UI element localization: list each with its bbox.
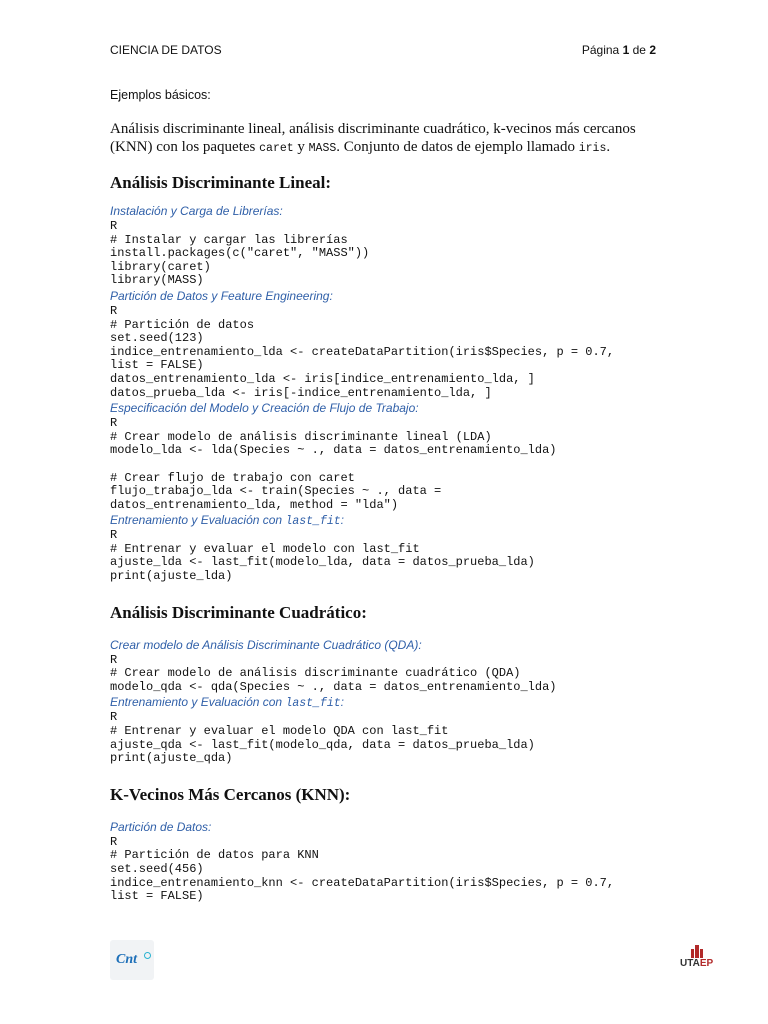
intro-text-a: Análisis discriminante lineal, análisis discriminante cuadrático, k-vecinos más cercanos (KNN) con los paquetes [110, 121, 636, 155]
cnt-logo [110, 940, 154, 980]
lda-train-title-b: : [340, 513, 344, 528]
page-word: Página [581, 43, 620, 57]
intro-text-d: . [606, 139, 611, 155]
cnt-logo-text: Cnt [116, 952, 138, 967]
pkg-mass: MASS [308, 142, 337, 155]
lda-subheading-model: Especificación del Modelo y Creación de Flujo de Trabajo: [110, 401, 419, 416]
section-title-knn: K-Vecinos Más Cercanos (KNN): [110, 784, 351, 804]
intro-text-c: . Conjunto de datos de ejemplo llamado [336, 139, 579, 155]
knn-code-partition: R # Partición de datos para KNN set.seed(456) indice_entrenamiento_knn <- createDataPartition(iris$Species, p = 0.7, list = FALSE) [110, 834, 615, 904]
section-title-lda: Análisis Discriminante Lineal: [110, 173, 332, 192]
intro-paragraph [110, 120, 658, 156]
qda-subheading-train [110, 694, 658, 711]
page-current: 1 [622, 43, 630, 57]
uta-logo-text-b: EP [699, 958, 714, 969]
lda-subheading-install: Instalación y Carga de Librerías: [110, 204, 283, 218]
cnt-logo-dot-icon [144, 952, 151, 959]
pkg-caret: caret [259, 142, 294, 155]
main-content [110, 120, 658, 904]
section-title-qda: Análisis Discriminante Cuadrático: [110, 602, 367, 622]
lda-code-model: R # Crear modelo de análisis discriminante lineal (LDA) modelo_lda <- lda(Species ~ ., data = datos_entrenamiento_lda) # Crear flujo de trabajo con caret flujo_trabajo_lda <- train(Species ~ ., data = datos_entrenamiento_lda, method = "lda") [110, 416, 557, 512]
lda-code-train: R # Entrenar y evaluar el modelo con last_fit ajuste_lda <- last_fit(modelo_lda, data = datos_prueba_lda) print(ajuste_lda) [110, 528, 535, 584]
building-icon [690, 944, 704, 958]
running-header: CIENCIA DE DATOS [110, 43, 222, 57]
dataset-name: iris [578, 142, 607, 155]
uta-logo-text [680, 958, 713, 969]
lda-train-title-code: last_fit [285, 515, 341, 529]
uta-logo [680, 940, 720, 970]
page-total: 2 [649, 43, 656, 57]
lda-subheading-train [110, 512, 658, 529]
intro-text-b: y [293, 139, 309, 155]
page-of: de [632, 43, 646, 57]
qda-train-title-b: : [340, 695, 344, 710]
lda-subheading-partition: Partición de Datos y Feature Engineering: [110, 288, 333, 303]
qda-code-train: R # Entrenar y evaluar el modelo QDA con last_fit ajuste_qda <- last_fit(modelo_qda, data = datos_prueba_lda) print(ajuste_qda) [110, 710, 535, 766]
knn-subheading-partition: Partición de Datos: [110, 819, 212, 834]
qda-subheading-model: Crear modelo de Análisis Discriminante Cuadrático (QDA): [110, 637, 422, 652]
uta-logo-text-a: UTA [680, 958, 700, 969]
lda-code-install: R # Instalar y cargar las librerías install.packages(c("caret", "MASS")) library(caret) library(MASS) [110, 219, 370, 288]
intro-label: Ejemplos básicos: [110, 88, 211, 102]
qda-code-model: R # Crear modelo de análisis discriminante cuadrático (QDA) modelo_qda <- qda(Species ~ ., data = datos_entrenamiento_lda) [110, 652, 557, 694]
qda-train-title-a: Entrenamiento y Evaluación con [110, 695, 286, 710]
qda-train-title-code: last_fit [285, 697, 341, 711]
lda-code-partition: R # Partición de datos set.seed(123) indice_entrenamiento_lda <- createDataPartition(iris$Species, p = 0.7, list = FALSE) datos_entrenamiento_lda <- iris[indice_entrenamiento_lda, ] datos_prueba_lda <- iris[-indice_entrenamiento_lda, ] [110, 303, 615, 400]
page-number [582, 43, 656, 57]
lda-train-title-a: Entrenamiento y Evaluación con [110, 513, 286, 528]
